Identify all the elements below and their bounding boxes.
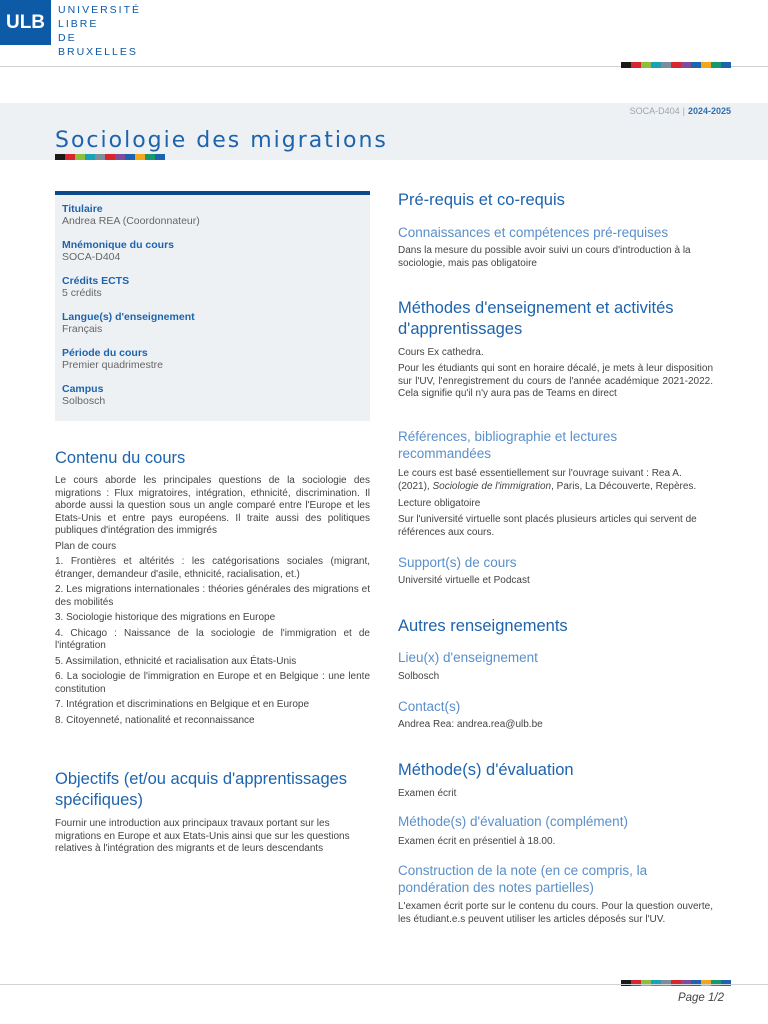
- color-swatch: [125, 154, 135, 160]
- references-p1-end: , Paris, La Découverte, Repères.: [551, 480, 697, 492]
- color-swatch: [651, 980, 661, 986]
- color-swatch: [135, 154, 145, 160]
- supports-text: Université virtuelle et Podcast: [398, 575, 530, 586]
- contact-heading: Contact(s): [398, 699, 461, 714]
- color-strip-title: [55, 154, 165, 160]
- color-swatch: [711, 980, 721, 986]
- color-swatch: [721, 62, 731, 68]
- field-label: Titulaire: [62, 203, 103, 215]
- color-swatch: [95, 154, 105, 160]
- color-swatch: [711, 62, 721, 68]
- color-swatch: [621, 980, 631, 986]
- color-swatch: [641, 980, 651, 986]
- field-value: Solbosch: [62, 395, 106, 407]
- color-swatch: [65, 154, 75, 160]
- color-swatch: [671, 62, 681, 68]
- plan-item-7: 7. Intégration et discriminations en Belgique et en Europe: [55, 699, 310, 710]
- contenu-body: [55, 475, 370, 727]
- color-swatch: [701, 980, 711, 986]
- color-swatch: [105, 154, 115, 160]
- evaluation-heading: Méthode(s) d'évaluation: [398, 761, 574, 779]
- plan-item-4: 4. Chicago : Naissance de la sociologie de l'immigration et de l'intégration: [55, 627, 370, 651]
- color-swatch: [115, 154, 125, 160]
- references-p3: Sur l'université virtuelle sont placés plusieurs articles qui servent de références aux cours.: [398, 514, 697, 538]
- course-code: SOCA-D404: [629, 106, 680, 116]
- contenu-heading: Contenu du cours: [55, 449, 186, 467]
- field-label: Langue(s) d'enseignement: [62, 311, 195, 323]
- field-titulaire: [62, 203, 363, 228]
- plan-item-6: 6. La sociologie de l'immigration en Europe et en Belgique : une lente constitution: [55, 671, 370, 695]
- color-swatch: [661, 62, 671, 68]
- color-swatch: [651, 62, 661, 68]
- color-strip-bottom: [621, 980, 731, 986]
- methodes-heading: Méthodes d'enseignement et activités d'apprentissages: [398, 299, 674, 338]
- prerequis-subheading: Connaissances et compétences pré-requises: [398, 225, 669, 240]
- references-book-title: Sociologie de l'immigration: [432, 480, 552, 492]
- footer-divider: [0, 984, 768, 985]
- color-swatch: [75, 154, 85, 160]
- color-swatch: [155, 154, 165, 160]
- plan-item-8: 8. Citoyenneté, nationalité et reconnaissance: [55, 714, 255, 726]
- course-code-line: [630, 106, 731, 116]
- course-info-box: [55, 191, 370, 421]
- supports-heading: Support(s) de cours: [398, 555, 517, 570]
- color-swatch: [55, 154, 65, 160]
- color-swatch: [145, 154, 155, 160]
- field-label: Campus: [62, 383, 104, 395]
- prerequis-heading: Pré-requis et co-requis: [398, 191, 565, 209]
- objectifs-text: Fournir une introduction aux principaux travaux portant sur les migrations en Europe et aux Etats-Unis ainsi que sur les questions relatives à l'intégration des migrants et de leurs descendants: [55, 818, 350, 854]
- plan-item-2: 2. Les migrations internationales : théories générales des migrations et des mobilités: [55, 584, 370, 608]
- color-swatch: [701, 62, 711, 68]
- code-separator: |: [682, 106, 685, 116]
- plan-label: Plan de cours: [55, 540, 117, 552]
- color-swatch: [621, 62, 631, 68]
- field-value: Français: [62, 323, 103, 335]
- academic-year: 2024-2025: [687, 106, 731, 116]
- references-p1: [398, 468, 716, 493]
- references-heading: Références, bibliographie et lectures recommandées: [398, 429, 618, 461]
- field-periode: [62, 347, 363, 372]
- page-number: Page 1/2: [677, 992, 724, 1004]
- color-swatch: [681, 62, 691, 68]
- field-mnemonique: [62, 239, 363, 264]
- contact-text: Andrea Rea: andrea.rea@ulb.be: [398, 719, 543, 730]
- plan-item-1: 1. Frontières et altérités : les catégorisations sociales (migrant, étranger, demandeur d'asile, ethnicité, racialisation, et.): [55, 556, 370, 580]
- methodes-p2: Pour les étudiants qui sont en horaire décalé, je mets à leur disposition sur l'UV, l'enregistrement du cours de l'année académique 2021-2022. Cela signifie qu'il n'y aura pas de Teams en direct: [398, 363, 713, 399]
- lieu-text: Solbosch: [398, 671, 440, 682]
- color-swatch: [691, 980, 701, 986]
- field-label: Période du cours: [62, 347, 148, 359]
- color-swatch: [641, 62, 651, 68]
- logo-line-2: LIBRE: [58, 18, 99, 30]
- references-p1-start: Le cours est basé essentiellement sur l'ouvrage suivant : Rea A. (2021),: [398, 468, 682, 492]
- color-swatch: [661, 980, 671, 986]
- color-swatch: [721, 980, 731, 986]
- color-swatch: [691, 62, 701, 68]
- field-label: Mnémonique du cours: [62, 239, 175, 251]
- field-value: Premier quadrimestre: [62, 359, 163, 371]
- logo-wordmark: [58, 3, 160, 59]
- field-campus: [62, 383, 363, 408]
- evaluation-comp-heading: Méthode(s) d'évaluation (complément): [398, 814, 628, 829]
- plan-item-5: 5. Assimilation, ethnicité et racialisation aux États-Unis: [55, 655, 297, 667]
- color-swatch: [671, 980, 681, 986]
- color-swatch: [631, 980, 641, 986]
- contenu-intro: Le cours aborde les principales questions de la sociologie des migrations : Flux migratoires, intégration, ethnicité, discrimination. Il aborde aussi la question sous un angle comparé entre l'Europe et les Etats-Unis et entre pays européens. Il traite aussi des politiques publiques d'intégration des immigrés: [55, 475, 370, 536]
- lieu-heading: Lieu(x) d'enseignement: [398, 650, 538, 665]
- methodes-p1: Cours Ex cathedra.: [398, 347, 484, 358]
- ulb-logo: [0, 0, 160, 58]
- field-credits: [62, 275, 363, 300]
- evaluation-text: Examen écrit: [398, 788, 457, 799]
- field-label: Crédits ECTS: [62, 275, 130, 287]
- color-swatch: [631, 62, 641, 68]
- plan-item-3: 3. Sociologie historique des migrations en Europe: [55, 612, 276, 623]
- autres-heading: Autres renseignements: [398, 617, 568, 635]
- field-value: Andrea REA (Coordonnateur): [62, 215, 200, 227]
- color-strip-top: [621, 62, 731, 68]
- note-heading: Construction de la note (en ce compris, la pondération des notes partielles): [398, 863, 648, 895]
- logo-badge: ULB: [0, 0, 51, 45]
- color-swatch: [85, 154, 95, 160]
- logo-line-3: DE BRUXELLES: [58, 32, 138, 58]
- field-value: 5 crédits: [62, 287, 102, 299]
- field-langue: [62, 311, 363, 336]
- page-title: Sociologie des migrations: [55, 128, 388, 153]
- references-p2: Lecture obligatoire: [398, 498, 481, 509]
- evaluation-comp-text: Examen écrit en présentiel à 18.00.: [398, 836, 556, 847]
- note-text: L'examen écrit porte sur le contenu du cours. Pour la question ouverte, les étudiant.e.s peuvent utiliser les articles déposés sur l'UV.: [398, 901, 713, 925]
- color-swatch: [681, 980, 691, 986]
- prerequis-text: Dans la mesure du possible avoir suivi un cours d'introduction à la sociologie, mais pas obligatoire: [398, 245, 691, 269]
- objectifs-heading: Objectifs (et/ou acquis d'apprentissages spécifiques): [55, 770, 348, 809]
- logo-line-1: UNIVERSITÉ: [58, 4, 142, 16]
- field-value: SOCA-D404: [62, 251, 121, 263]
